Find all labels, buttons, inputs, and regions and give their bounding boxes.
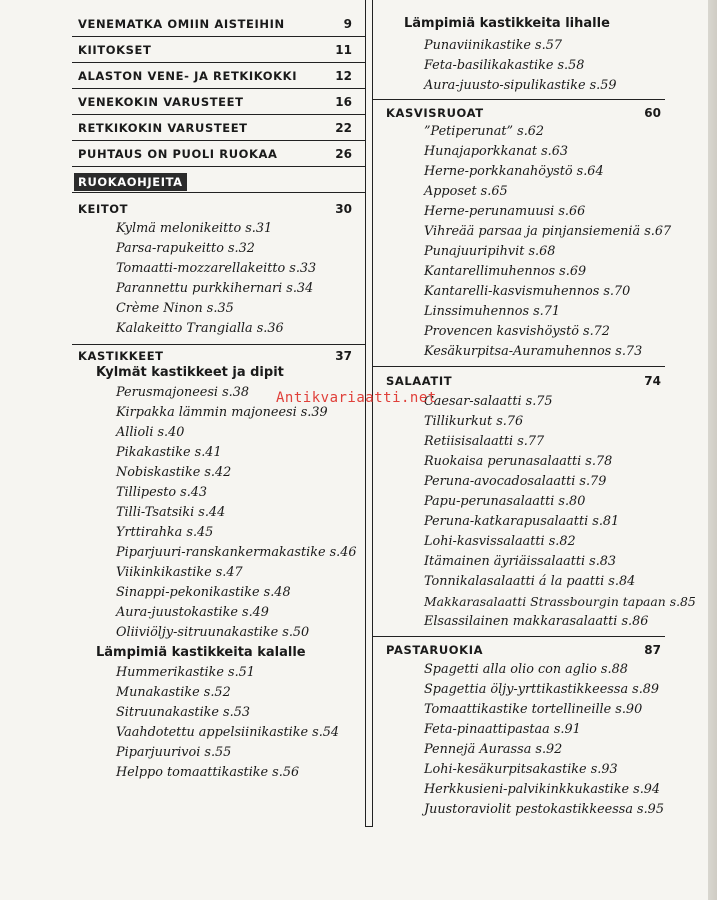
toc-entry: Hummerikastike s.51	[116, 665, 255, 680]
keitot-page: 30	[335, 202, 352, 216]
divider	[72, 344, 366, 345]
column-divider-left-edge	[365, 0, 366, 826]
toc-entry: Kesäkurpitsa-Auramuhennos s.73	[424, 344, 643, 359]
toc-entry: Tomaatti-mozzarellakeitto s.33	[116, 261, 317, 276]
toc-section-title: KIITOKSET	[78, 43, 152, 57]
toc-section-title: VENEKOKIN VARUSTEET	[78, 95, 244, 109]
toc-entry: Munakastike s.52	[116, 685, 231, 700]
toc-entry: Perusmajoneesi s.38	[116, 385, 250, 400]
toc-entry: Kalakeitto Trangialla s.36	[116, 321, 284, 336]
toc-entry: Papu-perunasalaatti s.80	[424, 494, 586, 509]
toc-entry: Piparjuurivoi s.55	[116, 745, 232, 760]
pastaruokia-title: PASTARUOKIA	[386, 643, 484, 657]
column-divider-right-edge	[372, 0, 373, 826]
toc-entry: Tillikurkut s.76	[424, 414, 524, 429]
toc-entry: ”Petiperunat” s.62	[424, 124, 545, 139]
toc-entry: Viikinkikastike s.47	[116, 565, 243, 580]
toc-entry: Hunajaporkkanat s.63	[424, 144, 569, 159]
kastikkeet-title: KASTIKKEET	[78, 349, 164, 363]
divider	[372, 99, 665, 100]
toc-entry: Nobiskastike s.42	[116, 465, 232, 480]
toc-entry: Punaviinikastike s.57	[424, 38, 562, 53]
divider	[72, 192, 366, 193]
recipes-badge: RUOKAOHJEITA	[74, 173, 187, 191]
toc-entry: Apposet s.65	[424, 184, 508, 199]
divider	[72, 62, 366, 63]
toc-entry: Oliiviöljy-sitruunakastike s.50	[116, 625, 310, 640]
toc-entry: Makkarasalaatti Strassbourgin tapaan s.85	[424, 594, 696, 609]
toc-entry: Peruna-avocadosalaatti s.79	[424, 474, 607, 489]
toc-entry: Caesar-salaatti s.75	[424, 394, 553, 409]
toc-entry: Sinappi-pekonikastike s.48	[116, 585, 291, 600]
toc-page-number: 9	[343, 17, 352, 31]
toc-entry: Feta-basilikakastike s.58	[424, 58, 585, 73]
toc-entry: Tilli-Tsatsiki s.44	[116, 505, 226, 520]
toc-entry: Tonnikalasalaatti á la paatti s.84	[424, 574, 636, 589]
toc-entry: Herne-porkkanahöystö s.64	[424, 164, 604, 179]
toc-entry: Tillipesto s.43	[116, 485, 208, 500]
toc-entry: Spagetti alla olio con aglio s.88	[424, 662, 628, 677]
toc-entry: Elsassilainen makkarasalaatti s.86	[424, 614, 649, 629]
toc-entry: Pennejä Aurassa s.92	[424, 742, 563, 757]
toc-entry: Kantarellimuhennos s.69	[424, 264, 587, 279]
toc-entry: Ruokaisa perunasalaatti s.78	[424, 454, 613, 469]
toc-entry: Kirpakka lämmin majoneesi s.39	[116, 405, 328, 420]
toc-entry: Feta-pinaattipastaa s.91	[424, 722, 581, 737]
toc-entry: Herne-perunamuusi s.66	[424, 204, 586, 219]
toc-entry: Lohi-kasvissalaatti s.82	[424, 534, 576, 549]
toc-entry: Spagettia öljy-yrttikastikkeessa s.89	[424, 682, 660, 697]
toc-entry: Kantarelli-kasvismuhennos s.70	[424, 284, 631, 299]
toc-entry: Parsa-rapukeitto s.32	[116, 241, 255, 256]
toc-entry: Vaahdotettu appelsiinikastike s.54	[116, 725, 340, 740]
divider	[72, 140, 366, 141]
toc-section-title: VENEMATKA OMIIN AISTEIHIN	[78, 17, 285, 31]
divider	[372, 366, 665, 367]
salaatit-title: SALAATIT	[386, 374, 453, 388]
divider	[72, 88, 366, 89]
divider	[72, 36, 366, 37]
kastikkeet-subheading: Lämpimiä kastikkeita kalalle	[96, 645, 306, 660]
toc-entry: Vihreää parsaa ja pinjansiemeniä s.67	[424, 224, 672, 239]
kastikkeet-subheading: Kylmät kastikkeet ja dipit	[96, 365, 284, 380]
toc-page-number: 11	[335, 43, 352, 57]
lihalle-subheading: Lämpimiä kastikkeita lihalle	[404, 16, 610, 31]
toc-entry: Piparjuuri-ranskankermakastike s.46	[116, 545, 357, 560]
toc-page-number: 12	[335, 69, 352, 83]
toc-entry: Itämainen äyriäissalaatti s.83	[424, 554, 617, 569]
divider	[372, 636, 665, 637]
toc-entry: Provencen kasvishöystö s.72	[424, 324, 610, 339]
toc-entry: Crème Ninon s.35	[116, 301, 234, 316]
toc-entry: Punajuuripihvit s.68	[424, 244, 556, 259]
kastikkeet-page: 37	[335, 349, 352, 363]
toc-entry: Kylmä melonikeitto s.31	[116, 221, 273, 236]
toc-entry: Parannettu purkkihernari s.34	[116, 281, 314, 296]
toc-page-number: 26	[335, 147, 352, 161]
toc-entry: Tomaattikastike tortellineille s.90	[424, 702, 643, 717]
toc-entry: Linssimuhennos s.71	[424, 304, 560, 319]
kasvisruoat-page: 60	[644, 106, 661, 120]
toc-entry: Juustoraviolit pestokastikkeessa s.95	[424, 802, 664, 817]
toc-section-title: PUHTAUS ON PUOLI RUOKAA	[78, 147, 278, 161]
toc-entry: Retiisisalaatti s.77	[424, 434, 545, 449]
watermark: Antikvariaatti.net	[276, 390, 437, 406]
toc-entry: Allioli s.40	[116, 425, 185, 440]
toc-entry: Yrttirahka s.45	[116, 525, 214, 540]
pastaruokia-page: 87	[644, 643, 661, 657]
toc-entry: Sitruunakastike s.53	[116, 705, 250, 720]
divider	[72, 114, 366, 115]
toc-entry: Aura-juusto-sipulikastike s.59	[424, 78, 617, 93]
toc-entry: Helppo tomaattikastike s.56	[116, 765, 300, 780]
bottom-rule	[365, 826, 373, 827]
toc-entry: Peruna-katkarapusalaatti s.81	[424, 514, 620, 529]
toc-page-number: 22	[335, 121, 352, 135]
divider	[72, 166, 366, 167]
page-edge	[708, 0, 717, 900]
toc-page-number: 16	[335, 95, 352, 109]
toc-entry: Aura-juustokastike s.49	[116, 605, 269, 620]
toc-entry: Pikakastike s.41	[116, 445, 222, 460]
toc-section-title: RETKIKOKIN VARUSTEET	[78, 121, 248, 135]
toc-entry: Lohi-kesäkurpitsakastike s.93	[424, 762, 618, 777]
toc-section-title: ALASTON VENE- JA RETKIKOKKI	[78, 69, 298, 83]
kasvisruoat-title: KASVISRUOAT	[386, 106, 484, 120]
salaatit-page: 74	[644, 374, 661, 388]
toc-entry: Herkkusieni-palvikinkkukastike s.94	[424, 782, 661, 797]
keitot-title: KEITOT	[78, 202, 129, 216]
